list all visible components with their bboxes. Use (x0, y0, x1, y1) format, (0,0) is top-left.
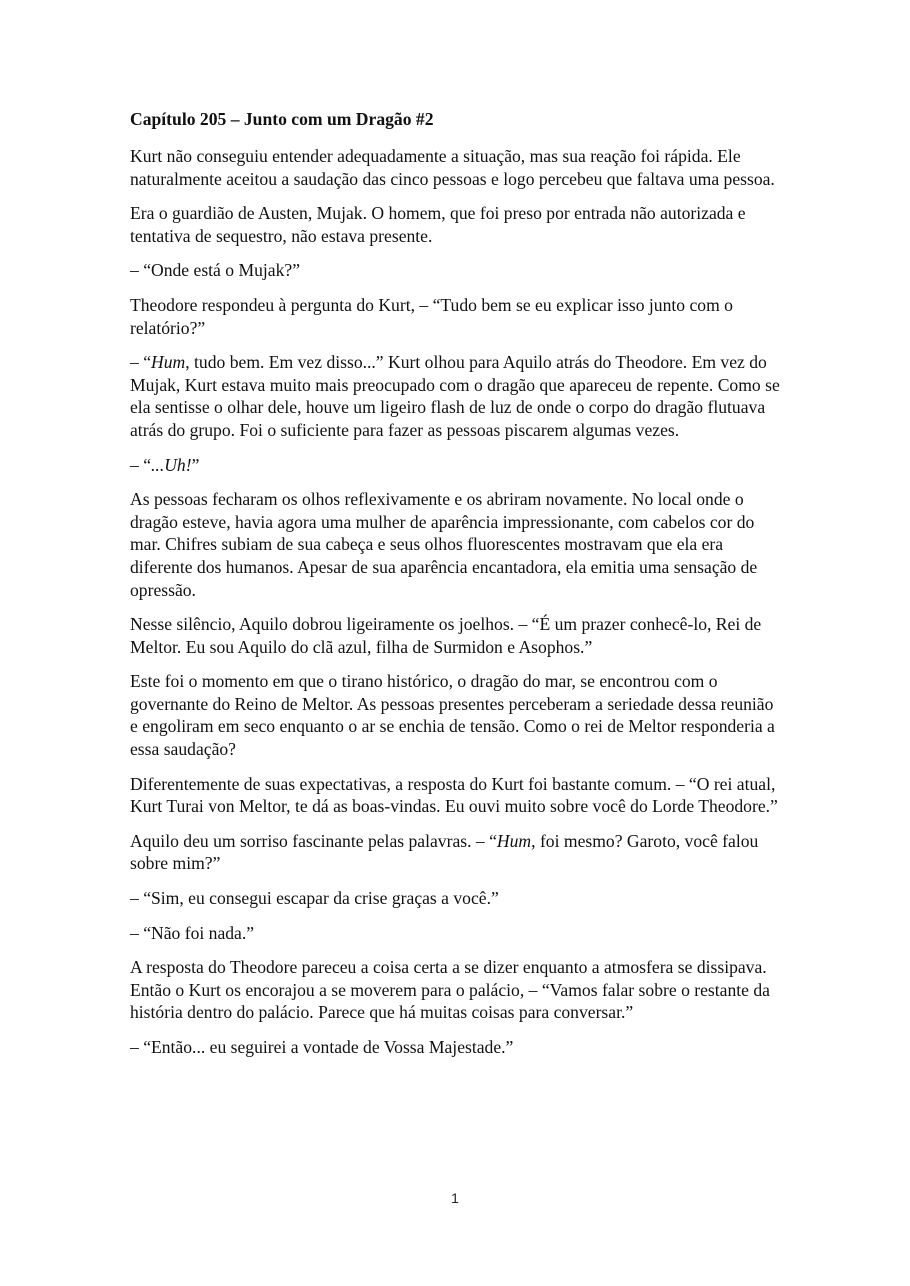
paragraph-text: ” (191, 454, 200, 475)
paragraph (130, 670, 782, 760)
paragraph (130, 830, 782, 875)
italic-text: Hum (496, 830, 532, 851)
paragraph-text: – “ (130, 352, 152, 373)
paragraph (130, 454, 782, 477)
paragraph-text: A resposta do Theodore pareceu a coisa certa a se dizer enquanto a atmosfera se dissipava. Então o Kurt os encorajou a se moverem para o palácio, – “Vamos falar sobre o restante da história dentro do palácio. Parece que há muitas coisas para conversar.” (130, 957, 770, 1023)
paragraph-text: – “ (130, 454, 152, 475)
page-number: 1 (451, 1190, 459, 1206)
paragraph-text: – “Onde está o Mujak?” (130, 260, 301, 281)
paragraph-text: Aquilo deu um sorriso fascinante pelas palavras. – “ (130, 830, 497, 851)
paragraph (130, 259, 782, 282)
paragraph-text: Theodore respondeu à pergunta do Kurt, – “Tudo bem se eu explicar isso junto com o relatório?” (130, 294, 733, 338)
italic-text: ...Uh! (151, 454, 192, 475)
paragraph-text: , tudo bem. Em vez disso...” Kurt olhou para Aquilo atrás do Theodore. Em vez do Mujak, Kurt estava muito mais preocupado com o dragão que apareceu de repente. Como se ela sentisse o olhar dele, houve um ligeiro flash de luz de onde o corpo do dragão flutuava atrás do grupo. Foi o suficiente para fazer as pessoas piscarem algumas vezes. (130, 352, 780, 440)
paragraph (130, 488, 782, 601)
paragraph-text: Kurt não conseguiu entender adequadamente a situação, mas sua reação foi rápida. Ele naturalmente aceitou a saudação das cinco pessoas e logo percebeu que faltava uma pessoa. (130, 146, 775, 189)
paragraph (130, 773, 782, 818)
paragraph-text: , foi mesmo? Garoto, você falou sobre mim?” (130, 830, 759, 874)
paragraph-text: Era o guardião de Austen, Mujak. O homem, que foi preso por entrada não autorizada e tentativa de sequestro, não estava presente. (130, 203, 746, 246)
paragraph-text: – “Não foi nada.” (130, 922, 255, 943)
paragraph (130, 145, 782, 190)
paragraph (130, 956, 782, 1024)
document-body (130, 108, 782, 1071)
italic-text: Hum (151, 352, 186, 373)
paragraph (130, 1036, 782, 1059)
paragraph-text: – “Sim, eu consegui escapar da crise graças a você.” (130, 888, 499, 909)
paragraph (130, 922, 782, 945)
paragraph-text: Nesse silêncio, Aquilo dobrou ligeiramente os joelhos. – “É um prazer conhecê-lo, Rei de Meltor. Eu sou Aquilo do clã azul, filha de Surmidon e Asophos.” (130, 614, 762, 657)
paragraph-text: Diferentemente de suas expectativas, a resposta do Kurt foi bastante comum. – “O rei atual, Kurt Turai von Meltor, te dá as boas-vindas. Eu ouvi muito sobre você do Lorde Theodore.” (130, 773, 778, 817)
paragraph-text: As pessoas fecharam os olhos reflexivamente e os abriram novamente. No local onde o dragão esteve, havia agora uma mulher de aparência impressionante, com cabelos cor do mar. Chifres subiam de sua cabeça e seus olhos fluorescentes mostravam que ela era diferente dos humanos. Apesar de sua aparência encantadora, ela emitia uma sensação de opressão. (130, 489, 758, 600)
paragraph (130, 351, 782, 441)
paragraph (130, 202, 782, 247)
paragraph (130, 294, 782, 339)
paragraph-list (130, 145, 782, 1059)
paragraph-text: – “Então... eu seguirei a vontade de Vossa Majestade.” (130, 1037, 514, 1057)
paragraph (130, 887, 782, 910)
paragraph-text: Este foi o momento em que o tirano histórico, o dragão do mar, se encontrou com o governante do Reino de Meltor. As pessoas presentes perceberam a seriedade dessa reunião e engoliram em seco enquanto o ar se enchia de tensão. Como o rei de Meltor responderia a essa saudação? (130, 671, 775, 760)
chapter-title: Capítulo 205 – Junto com um Dragão #2 (130, 109, 434, 129)
paragraph (130, 613, 782, 658)
